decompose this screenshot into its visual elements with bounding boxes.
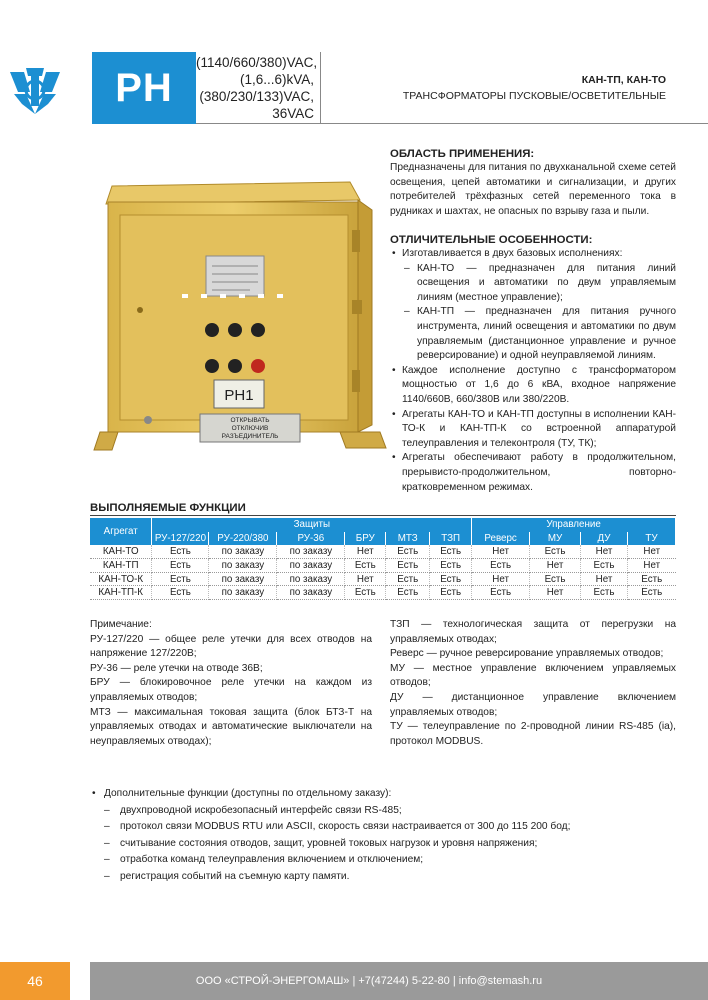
list-item: • Изготавливается в двух базовых исполнениях:: [390, 247, 676, 262]
table-row: [90, 586, 676, 600]
header-underline: [196, 123, 708, 124]
application-text: Предназначены для питания по двухканальной схеме сетей освещения, цепей автоматики и сигнализации, и других потребителей трёхфазных сетей переменного тока в рудниках и шахтах, не опасных по взрыву газа и пыли.: [390, 162, 676, 217]
list-item: • Агрегаты КАН-ТО и КАН-ТП доступны в исполнении КАН-ТО-К и КАН-ТП-К со встроенной аппаратурой телеуправления и телеконтроля (ТУ, ТК);: [390, 408, 676, 452]
table-cell: КАН-ТО-К: [90, 572, 152, 586]
spec-line: (1,6...6)kVA,: [239, 72, 314, 87]
table-cell: Есть: [386, 572, 430, 586]
table-header-row: [90, 532, 676, 546]
table-cell: Есть: [581, 586, 628, 600]
note-line: Примечание:: [90, 619, 152, 630]
note-line: ТЗП — технологическая защита от перегрузки на управляемых отводах;: [390, 619, 676, 645]
table-row: [90, 559, 676, 573]
table-cell: Нет: [530, 586, 581, 600]
table-cell: по заказу: [277, 586, 345, 600]
spec-line: 36VAC: [272, 106, 314, 121]
list-subitem: – протокол связи MODBUS RTU или ASCII, скорость связи настраивается от 300 до 115 200 бод;: [90, 819, 676, 836]
application-heading: ОБЛАСТЬ ПРИМЕНЕНИЯ:: [390, 148, 535, 160]
table-cell: Есть: [530, 572, 581, 586]
table-cell: Есть: [386, 545, 430, 559]
table-cell: Есть: [430, 559, 472, 573]
note-line: ДУ — дистанционное управление включением управляемых отводов;: [390, 691, 676, 718]
list-item: • Каждое исполнение доступно с трансформатором мощностью от 1,6 до 6 кВА, входное напряжение 1140/660В, 660/380В или 380/220В.: [390, 364, 676, 408]
table-row: [90, 572, 676, 586]
table-cell: КАН-ТО: [90, 545, 152, 559]
table-cell: Есть: [430, 545, 472, 559]
table-cell: Нет: [345, 545, 386, 559]
table-cell: Есть: [345, 559, 386, 573]
features-list: [390, 247, 676, 495]
list-subitem: – КАН-ТП — предназначен для питания ручного инструмента, линий освещения и автоматики по двум управляемым (дистанционное управление и ручное реверсирование) и одной неуправляемой линиям.: [390, 305, 676, 363]
spec-line: (380/230/133)VAC,: [199, 89, 314, 104]
warning-sign-line: РАЗЪЕДИНИТЕЛЬ: [221, 433, 279, 440]
product-code-badge: [92, 52, 196, 124]
table-cell: Есть: [152, 572, 209, 586]
model-title: КАН-ТП, КАН-ТО: [581, 74, 666, 86]
product-specs: [196, 52, 320, 124]
table-cell: Есть: [152, 586, 209, 600]
column-header: МТЗ: [386, 532, 430, 546]
table-cell: Нет: [345, 572, 386, 586]
spec-line: (1140/660/380)VAC,: [196, 55, 318, 70]
column-header: ТЗП: [430, 532, 472, 546]
additional-functions: [90, 786, 676, 885]
list-subitem: – считывание состояния отводов, защит, уровней токовых нагрузок и уровня напряжения;: [90, 836, 676, 853]
table-cell: Нет: [627, 559, 675, 573]
table-cell: по заказу: [277, 559, 345, 573]
note-line: БРУ — блокировочное реле утечки на каждом из управляемых отводов;: [90, 677, 372, 703]
table-row: [90, 545, 676, 559]
table-cell: КАН-ТП: [90, 559, 152, 573]
table-cell: Есть: [472, 559, 530, 573]
list-subitem: – КАН-ТО — предназначен для питания линий освещения и автоматики по двум управляемым линиям (местное управление);: [390, 262, 676, 306]
table-cell: Нет: [581, 572, 628, 586]
column-header: БРУ: [345, 532, 386, 546]
functions-table: [90, 518, 676, 600]
column-header: РУ-36: [277, 532, 345, 546]
table-cell: по заказу: [209, 572, 277, 586]
note-line: МТЗ — максимальная токовая защита (блок БТЗ-Т на управляемых отводах и автоматические выключатели на неуправляемых отводах);: [90, 706, 372, 747]
table-cell: Нет: [627, 545, 675, 559]
list-subitem: – двухпроводной искробезопасный интерфейс связи RS-485;: [90, 803, 676, 820]
table-header-row: [90, 518, 676, 532]
table-cell: Есть: [430, 586, 472, 600]
table-cell: по заказу: [209, 545, 277, 559]
table-cell: по заказу: [277, 572, 345, 586]
nameplate-label: РН1: [224, 387, 254, 404]
table-cell: Есть: [627, 586, 675, 600]
features-heading: ОТЛИЧИТЕЛЬНЫЕ ОСОБЕННОСТИ:: [390, 234, 593, 246]
list-item: • Дополнительные функции (доступны по отдельному заказу):: [90, 786, 676, 803]
column-header: Агрегат: [90, 518, 152, 545]
functions-underline: [90, 515, 676, 516]
table-cell: Есть: [386, 586, 430, 600]
column-header: Реверс: [472, 532, 530, 546]
table-cell: Есть: [581, 559, 628, 573]
table-cell: Есть: [152, 559, 209, 573]
list-subitem: – регистрация событий на съемную карту памяти.: [90, 869, 676, 886]
product-photo: [90, 170, 390, 460]
table-cell: Нет: [581, 545, 628, 559]
table-cell: Есть: [386, 559, 430, 573]
table-cell: по заказу: [209, 559, 277, 573]
table-cell: Нет: [530, 559, 581, 573]
note-line: ТУ — телеуправление по 2-проводной линии RS-485 (ia), протокол MODBUS.: [390, 721, 676, 747]
header-divider: [320, 52, 321, 124]
table-cell: Нет: [472, 545, 530, 559]
table-cell: по заказу: [209, 586, 277, 600]
model-subtitle: ТРАНСФОРМАТОРЫ ПУСКОВЫЕ/ОСВЕТИТЕЛЬНЫЕ: [402, 90, 666, 102]
page-number: 46: [0, 962, 70, 1000]
table-cell: Есть: [430, 572, 472, 586]
notes-right: [390, 618, 676, 749]
table-cell: Есть: [472, 586, 530, 600]
product-code: РН: [115, 65, 173, 110]
note-line: РУ-127/220 — общее реле утечки для всех отводов на напряжение 127/220В;: [90, 633, 372, 660]
footer-contacts: ООО «СТРОЙ-ЭНЕРГОМАШ» | +7(47244) 5-22-80 | info@stemash.ru: [90, 962, 708, 1000]
warning-sign-line: ОТКРЫВАТЬ: [230, 417, 270, 424]
table-cell: Есть: [345, 586, 386, 600]
table-cell: Есть: [627, 572, 675, 586]
company-logo-icon: [6, 62, 64, 118]
table-cell: КАН-ТП-К: [90, 586, 152, 600]
table-cell: по заказу: [277, 545, 345, 559]
table-cell: Есть: [152, 545, 209, 559]
list-subitem: – отработка команд телеуправления включением и отключением;: [90, 852, 676, 869]
table-cell: Нет: [472, 572, 530, 586]
column-header: ДУ: [581, 532, 628, 546]
column-group-header: Защиты: [152, 518, 472, 532]
column-header: РУ-220/380: [209, 532, 277, 546]
functions-title: ВЫПОЛНЯЕМЫЕ ФУНКЦИИ: [90, 502, 246, 514]
list-item: • Агрегаты обеспечивают работу в продолжительном, прерывисто-продолжительном, повторно-кратковременном режимах.: [390, 451, 676, 495]
column-header: РУ-127/220: [152, 532, 209, 546]
column-header: ТУ: [627, 532, 675, 546]
table-cell: Есть: [530, 545, 581, 559]
column-header: МУ: [530, 532, 581, 546]
notes-left: [90, 618, 372, 749]
note-line: РУ-36 — реле утечки на отводе 36В;: [90, 662, 263, 674]
note-line: МУ — местное управление включением управляемых отводов;: [390, 662, 676, 689]
note-line: Реверс — ручное реверсирование управляемых отводов;: [390, 648, 664, 660]
warning-sign-line: ОТКЛЮЧИВ: [231, 425, 269, 432]
column-group-header: Управление: [472, 518, 676, 532]
